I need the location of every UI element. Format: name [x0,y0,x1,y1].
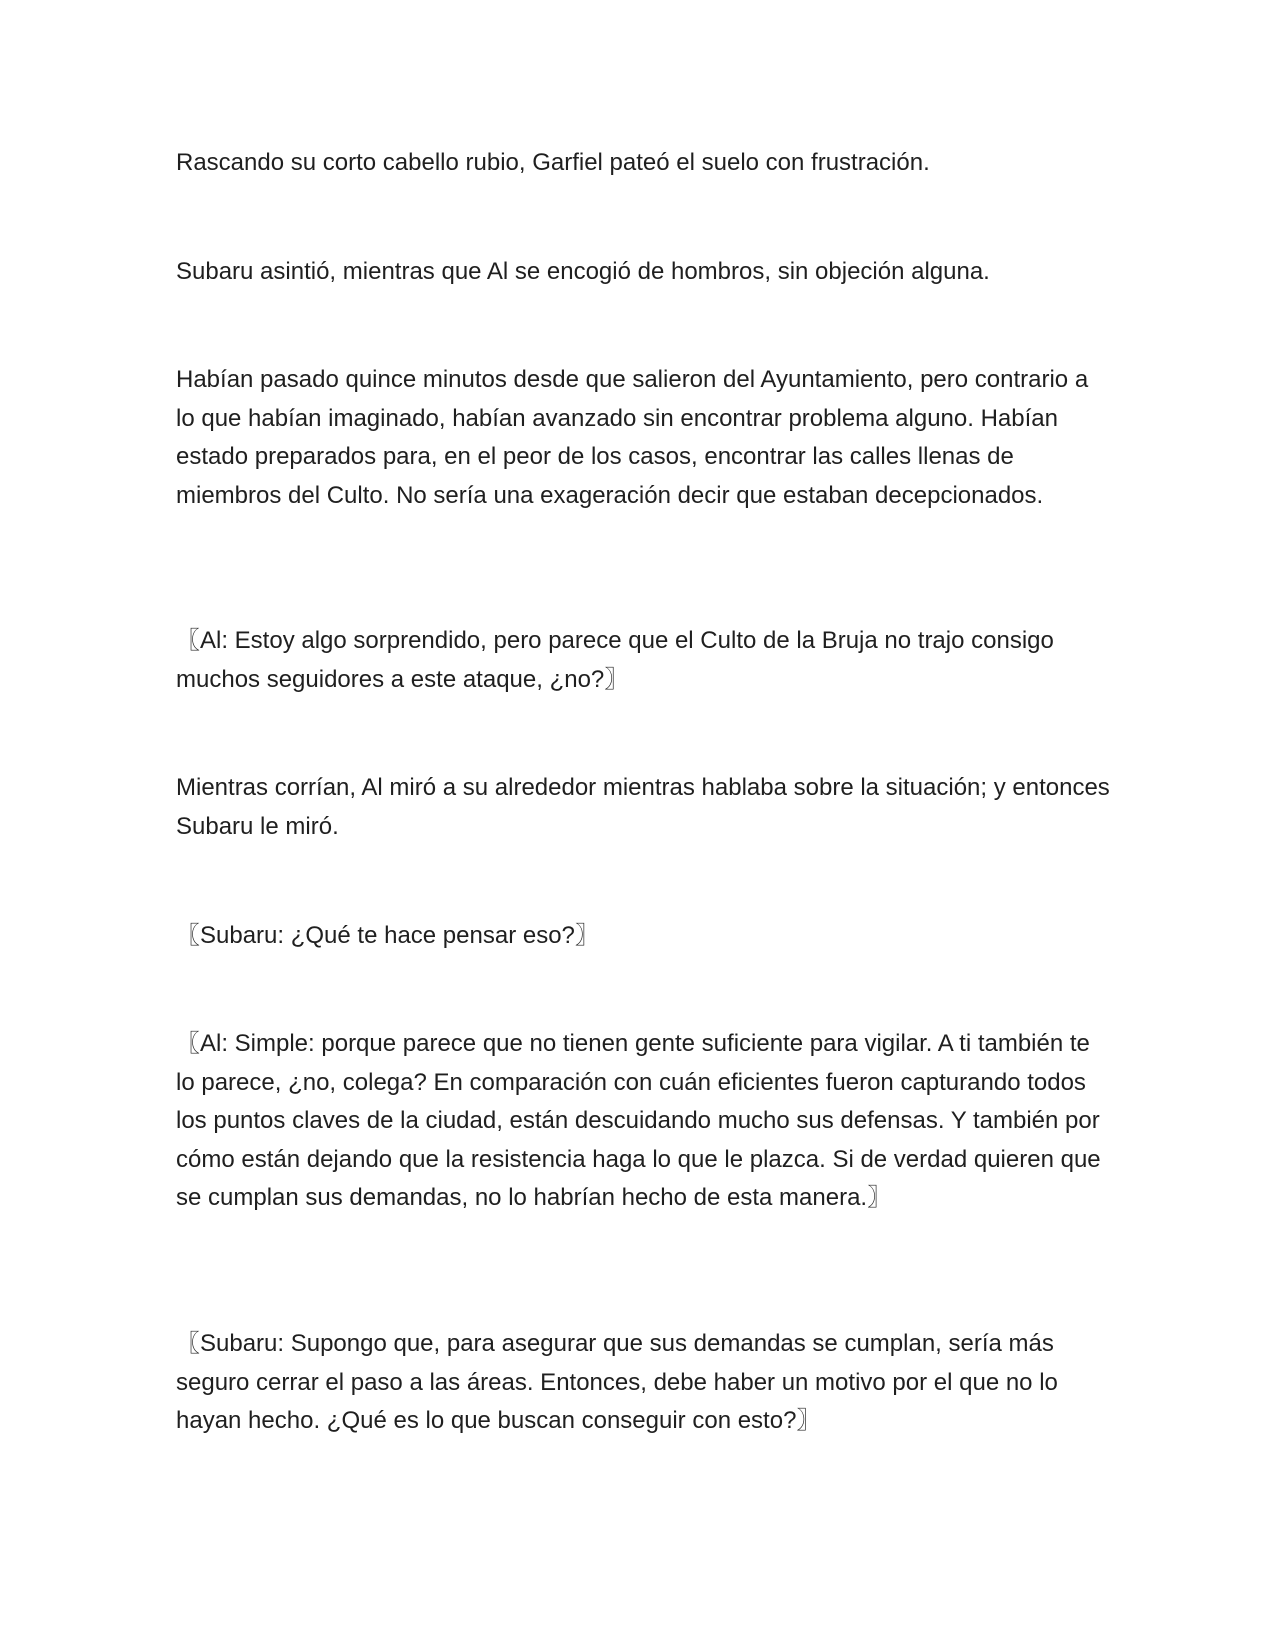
paragraph-narration-town-hall: Habían pasado quince minutos desde que salieron del Ayuntamiento, pero contrario a lo que habían imaginado, habían avanzado sin encontrar problema alguno. Habían estado preparados para, en el peor de los casos, encontrar las calles llenas de miembros del Culto. No sería una exageración decir que estaban decepcionados. [176,366,1089,509]
paragraph-narration-garfiel: Rascando su corto cabello rubio, Garfiel pateó el suelo con frustración. [176,149,930,176]
dialogue-subaru-question: 〖Subaru: ¿Qué te hace pensar eso?〗 [176,922,599,949]
dialogue-al-surprised: 〖Al: Estoy algo sorprendido, pero parece que el Culto de la Bruja no trajo consigo muchos seguidores a este ataque, ¿no?〗 [176,627,1054,693]
dialogue-al-explanation: 〖Al: Simple: porque parece que no tienen gente suficiente para vigilar. A ti también te lo parece, ¿no, colega? En comparación con cuán eficientes fueron capturando todos los puntos claves de la ciudad, están descuidando mucho sus defensas. Y también por cómo están dejando que la resistencia haga lo que le plazca. Si de verdad quieren que se cumplan sus demandas, no lo habrían hecho de esta manera.〗 [176,1030,1101,1211]
paragraph-narration-running: Mientras corrían, Al miró a su alrededor mientras hablaba sobre la situación; y entonces Subaru le miró. [176,774,1110,840]
dialogue-subaru-supposition: 〖Subaru: Supongo que, para asegurar que sus demandas se cumplan, sería más seguro cerrar el paso a las áreas. Entonces, debe haber un motivo por el que no lo hayan hecho. ¿Qué es lo que buscan conseguir con esto?〗 [176,1330,1058,1434]
paragraph-narration-subaru-al: Subaru asintió, mientras que Al se encogió de hombros, sin objeción alguna. [176,258,990,285]
